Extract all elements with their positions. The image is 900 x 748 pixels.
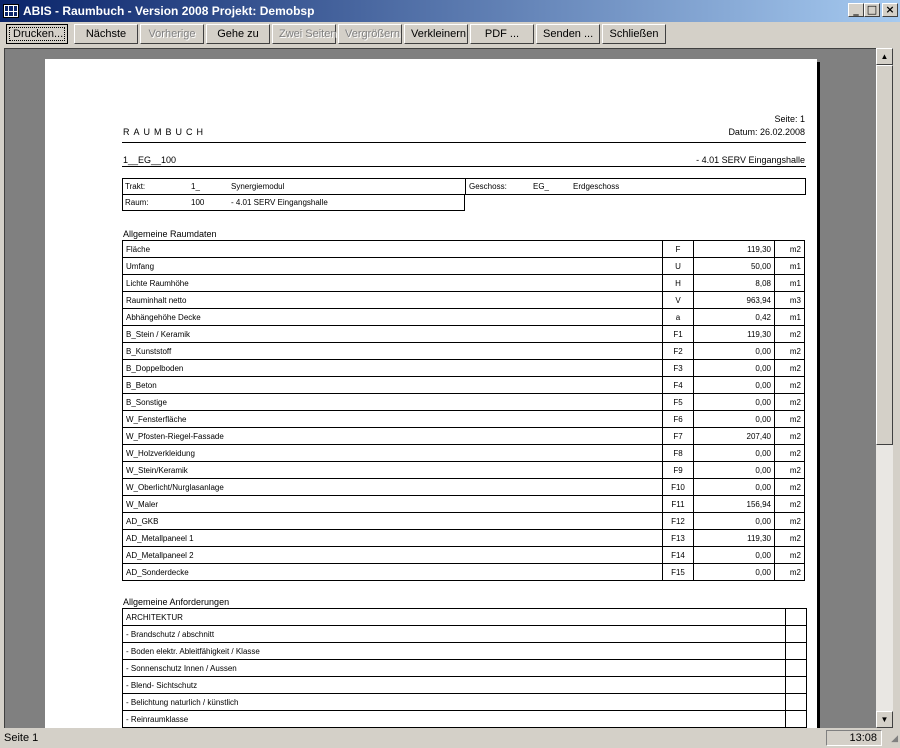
row-code: F9 [663,462,694,479]
row-name: W_Stein/Keramik [123,462,663,479]
row-unit: m3 [775,292,805,309]
row-value: 963,94 [694,292,775,309]
row-code: F2 [663,343,694,360]
raum-label: Raum: [125,198,149,207]
row-code: F12 [663,513,694,530]
row-unit: m2 [775,564,805,581]
row-name: B_Kunststoff [123,343,663,360]
row-unit: m2 [775,547,805,564]
table-row [123,309,805,326]
raumdaten-table [122,240,805,581]
section-anforderungen-title: Allgemeine Anforderungen [123,597,230,607]
toolbar [0,22,900,46]
trakt-info-box [122,178,806,195]
report-title: RAUMBUCH [123,127,208,137]
row-value: 50,00 [694,258,775,275]
minimize-button[interactable]: _ [848,3,864,17]
table-row [123,343,805,360]
room-divider [122,166,806,167]
trakt-name: Synergiemodul [231,182,285,191]
maximize-button[interactable]: □ [864,3,880,17]
requirement-label: - Sonnenschutz Innen / Aussen [123,660,786,677]
row-unit: m2 [775,496,805,513]
row-unit: m2 [775,513,805,530]
row-value: 0,00 [694,394,775,411]
row-name: W_Maler [123,496,663,513]
table-row [123,530,805,547]
table-row [123,258,805,275]
zoom-in-button[interactable]: Vergrößern [338,24,402,44]
requirement-row [123,711,807,728]
pdf-button[interactable]: PDF ... [470,24,534,44]
row-value: 0,00 [694,411,775,428]
two-pages-button[interactable]: Zwei Seiten [272,24,336,44]
print-button[interactable]: Drucken... [6,24,68,44]
table-row [123,411,805,428]
row-unit: m1 [775,275,805,292]
row-value: 207,40 [694,428,775,445]
info-divider [465,178,466,195]
row-name: B_Stein / Keramik [123,326,663,343]
row-name: Fläche [123,241,663,258]
row-value: 119,30 [694,530,775,547]
table-row [123,360,805,377]
status-page: Seite 1 [4,732,39,744]
table-row [123,445,805,462]
requirement-check [786,711,807,728]
table-row [123,241,805,258]
row-name: AD_Metallpaneel 1 [123,530,663,547]
page-number: Seite: 1 [774,114,805,124]
requirement-row [123,626,807,643]
geschoss-label: Geschoss: [469,182,507,191]
row-value: 0,00 [694,547,775,564]
table-row [123,275,805,292]
row-code: F3 [663,360,694,377]
requirement-row [123,677,807,694]
row-code: F [663,241,694,258]
row-name: Rauminhalt netto [123,292,663,309]
trakt-label: Trakt: [125,182,146,191]
row-value: 8,08 [694,275,775,292]
status-bar [0,729,900,748]
table-row [123,462,805,479]
next-page-button[interactable]: Nächste [74,24,138,44]
trakt-code: 1_ [191,182,200,191]
table-row [123,428,805,445]
row-unit: m2 [775,377,805,394]
row-unit: m2 [775,530,805,547]
geschoss-name: Erdgeschoss [573,182,620,191]
header-divider [122,142,806,143]
row-code: V [663,292,694,309]
row-name: B_Sonstige [123,394,663,411]
row-value: 156,94 [694,496,775,513]
table-row [123,564,805,581]
row-value: 0,42 [694,309,775,326]
resize-grip-icon[interactable]: ◢ [891,733,898,743]
row-unit: m1 [775,258,805,275]
requirement-row [123,643,807,660]
app-icon [3,4,19,18]
report-page [45,59,817,728]
row-unit: m1 [775,309,805,326]
requirement-label: - Brandschutz / abschnitt [123,626,786,643]
row-value: 0,00 [694,479,775,496]
title-bar[interactable] [0,0,900,22]
status-time: 13:08 [826,730,882,746]
row-value: 0,00 [694,377,775,394]
row-name: W_Oberlicht/Nurglasanlage [123,479,663,496]
requirement-check [786,643,807,660]
row-unit: m2 [775,411,805,428]
row-unit: m2 [775,326,805,343]
table-row [123,292,805,309]
row-unit: m2 [775,445,805,462]
requirement-row [123,609,807,626]
row-code: a [663,309,694,326]
row-name: AD_Sonderdecke [123,564,663,581]
row-code: F1 [663,326,694,343]
row-name: B_Doppelboden [123,360,663,377]
previous-page-button[interactable]: Vorherige [140,24,204,44]
row-unit: m2 [775,343,805,360]
close-preview-button[interactable]: Schließen [602,24,666,44]
send-button[interactable]: Senden ... [536,24,600,44]
requirement-label: - Belichtung naturlich / künstlich [123,694,786,711]
row-code: U [663,258,694,275]
row-name: W_Pfosten-Riegel-Fassade [123,428,663,445]
row-code: F14 [663,547,694,564]
row-code: F15 [663,564,694,581]
room-title: - 4.01 SERV Eingangshalle [696,155,805,165]
row-unit: m2 [775,428,805,445]
row-unit: m2 [775,462,805,479]
row-unit: m2 [775,360,805,377]
zoom-out-button[interactable]: Verkleinern [404,24,468,44]
close-button[interactable]: × [882,3,898,17]
row-code: F4 [663,377,694,394]
row-code: F6 [663,411,694,428]
row-value: 0,00 [694,360,775,377]
row-code: F10 [663,479,694,496]
row-code: F13 [663,530,694,547]
preview-area[interactable] [4,48,876,728]
table-row [123,513,805,530]
window-title: ABIS - Raumbuch - Version 2008 Projekt: Demobsp [23,4,315,18]
row-name: W_Holzverkleidung [123,445,663,462]
table-row [123,496,805,513]
row-value: 0,00 [694,564,775,581]
requirement-check [786,660,807,677]
row-code: H [663,275,694,292]
row-name: Abhängehöhe Decke [123,309,663,326]
row-name: Lichte Raumhöhe [123,275,663,292]
row-unit: m2 [775,241,805,258]
row-value: 0,00 [694,513,775,530]
vertical-scrollbar[interactable] [876,48,893,728]
row-code: F7 [663,428,694,445]
table-row [123,547,805,564]
anforderungen-table [122,608,807,728]
section-raumdaten-title: Allgemeine Raumdaten [123,229,217,239]
requirement-label: - Boden elektr. Ableitfähigkeit / Klasse [123,643,786,660]
requirement-row [123,694,807,711]
row-code: F8 [663,445,694,462]
requirement-label: - Reinraumklasse [123,711,786,728]
row-unit: m2 [775,394,805,411]
requirement-check [786,626,807,643]
raum-name: - 4.01 SERV Eingangshalle [231,198,328,207]
row-value: 0,00 [694,462,775,479]
row-name: B_Beton [123,377,663,394]
scroll-thumb[interactable] [876,65,893,445]
row-code: F11 [663,496,694,513]
requirement-check [786,609,807,626]
row-value: 0,00 [694,343,775,360]
room-id: 1__EG__100 [123,155,177,165]
requirement-check [786,677,807,694]
table-row [123,394,805,411]
row-name: AD_GKB [123,513,663,530]
row-value: 0,00 [694,445,775,462]
requirement-check [786,694,807,711]
row-code: F5 [663,394,694,411]
row-name: Umfang [123,258,663,275]
row-name: AD_Metallpaneel 2 [123,547,663,564]
row-name: W_Fensterfläche [123,411,663,428]
scroll-down-button[interactable]: ▼ [876,711,893,728]
row-unit: m2 [775,479,805,496]
row-value: 119,30 [694,241,775,258]
goto-page-button[interactable]: Gehe zu [206,24,270,44]
report-date: Datum: 26.02.2008 [728,127,805,137]
raum-code: 100 [191,198,205,207]
scroll-up-button[interactable]: ▲ [876,48,893,65]
table-row [123,326,805,343]
requirement-label: - Blend- Sichtschutz [123,677,786,694]
row-value: 119,30 [694,326,775,343]
requirement-label: ARCHITEKTUR [123,609,786,626]
requirement-row [123,660,807,677]
table-row [123,479,805,496]
geschoss-code: EG_ [533,182,550,191]
table-row [123,377,805,394]
